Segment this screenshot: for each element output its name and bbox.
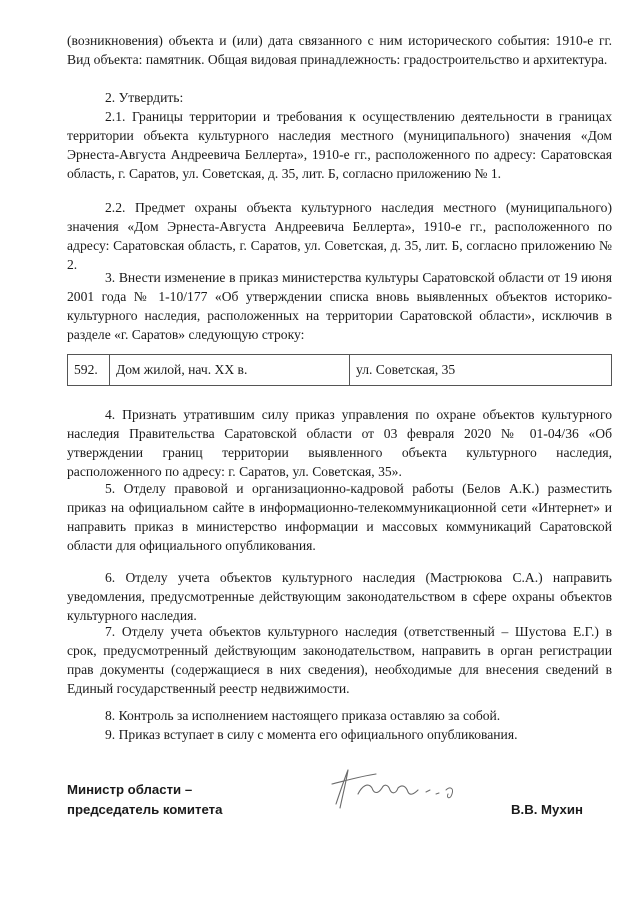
paragraph-5-publish: 5. Отделу правовой и организационно-кадровой работы (Белов А.К.) разместить приказ на официальном сайте в информационно-телекоммуникационной сети «Интернет» и направить приказ в министерство информации и массовых коммуникаций Саратовской области для официального опубликования. (67, 481, 612, 553)
paragraph-7-registry: 7. Отделу учета объектов культурного наследия (ответственный – Шустова Е.Г.) в срок, предусмотренный действующим законодательством, направить в орган регистрации прав документы (содержащиеся в них сведения), необходимые для внесения сведений в Единый государственный реестр недвижимости. (67, 624, 612, 696)
paragraph-object-info: (возникновения) объекта и (или) дата связанного с ним исторического события: 1910-е гг. Вид объекта: памятник. Общая видовая принадлежность: градостроительство и архитектура. (67, 33, 612, 67)
signatory-title-line2: председатель комитета (67, 802, 223, 817)
paragraph-6-notifications: 6. Отделу учета объектов культурного наследия (Мастрюкова С.А.) направить уведомления, предусмотренные действующим законодательством в сфере охраны объектов культурного наследия. (67, 570, 612, 623)
signatory-title (67, 780, 297, 820)
paragraph-9-effect: 9. Приказ вступает в силу с момента его официального опубликования. (105, 727, 518, 742)
excluded-row-table (67, 354, 612, 386)
table-cell-number: 592. (68, 355, 110, 385)
signatory-name: В.В. Мухин (511, 802, 583, 817)
table-cell-name: Дом жилой, нач. XX в. (110, 355, 350, 385)
signatory-title-line1: Министр области – (67, 782, 193, 797)
handwritten-signature (318, 764, 478, 812)
paragraph-3-amendment: 3. Внести изменение в приказ министерства культуры Саратовской области от 19 июня 2001 года № 1-10/177 «Об утверждении списка вновь выявленных объектов историко-культурного наследия, расположенных на территории Саратовской области», исключив в разделе «г. Саратов» следующую строку: (67, 270, 612, 342)
paragraph-8-control: 8. Контроль за исполнением настоящего приказа оставляю за собой. (105, 708, 501, 723)
paragraph-2-2-protection: 2.2. Предмет охраны объекта культурного наследия местного (муниципального) значения «Дом Эрнеста-Августа Андреевича Беллерта», 1910-е гг., расположенного по адресу: Саратовская область, г. Саратов, ул. Советская, д. 35, лит. Б, согласно приложению № 2. (67, 200, 612, 272)
table-cell-address: ул. Советская, 35 (356, 362, 456, 377)
paragraph-approve-heading: 2. Утвердить: (105, 90, 184, 105)
paragraph-2-1-boundaries: 2.1. Границы территории и требования к осуществлению деятельности в границах территории объекта культурного наследия местного (муниципального) значения «Дом Эрнеста-Августа Андреевича Беллерта», 1910-е гг., расположенного по адресу: Саратовская область, г. Саратов, ул. Советская, д. 35, лит. Б, согласно приложению № 1. (67, 109, 612, 181)
paragraph-4-repeal: 4. Признать утратившим силу приказ управления по охране объектов культурного наследия Правительства Саратовской области от 03 февраля 2020 № 01-04/36 «Об утверждении границ территории выявленного объекта культурного наследия, расположенного по адресу: г. Саратов, ул. Советская, 35». (67, 407, 612, 479)
